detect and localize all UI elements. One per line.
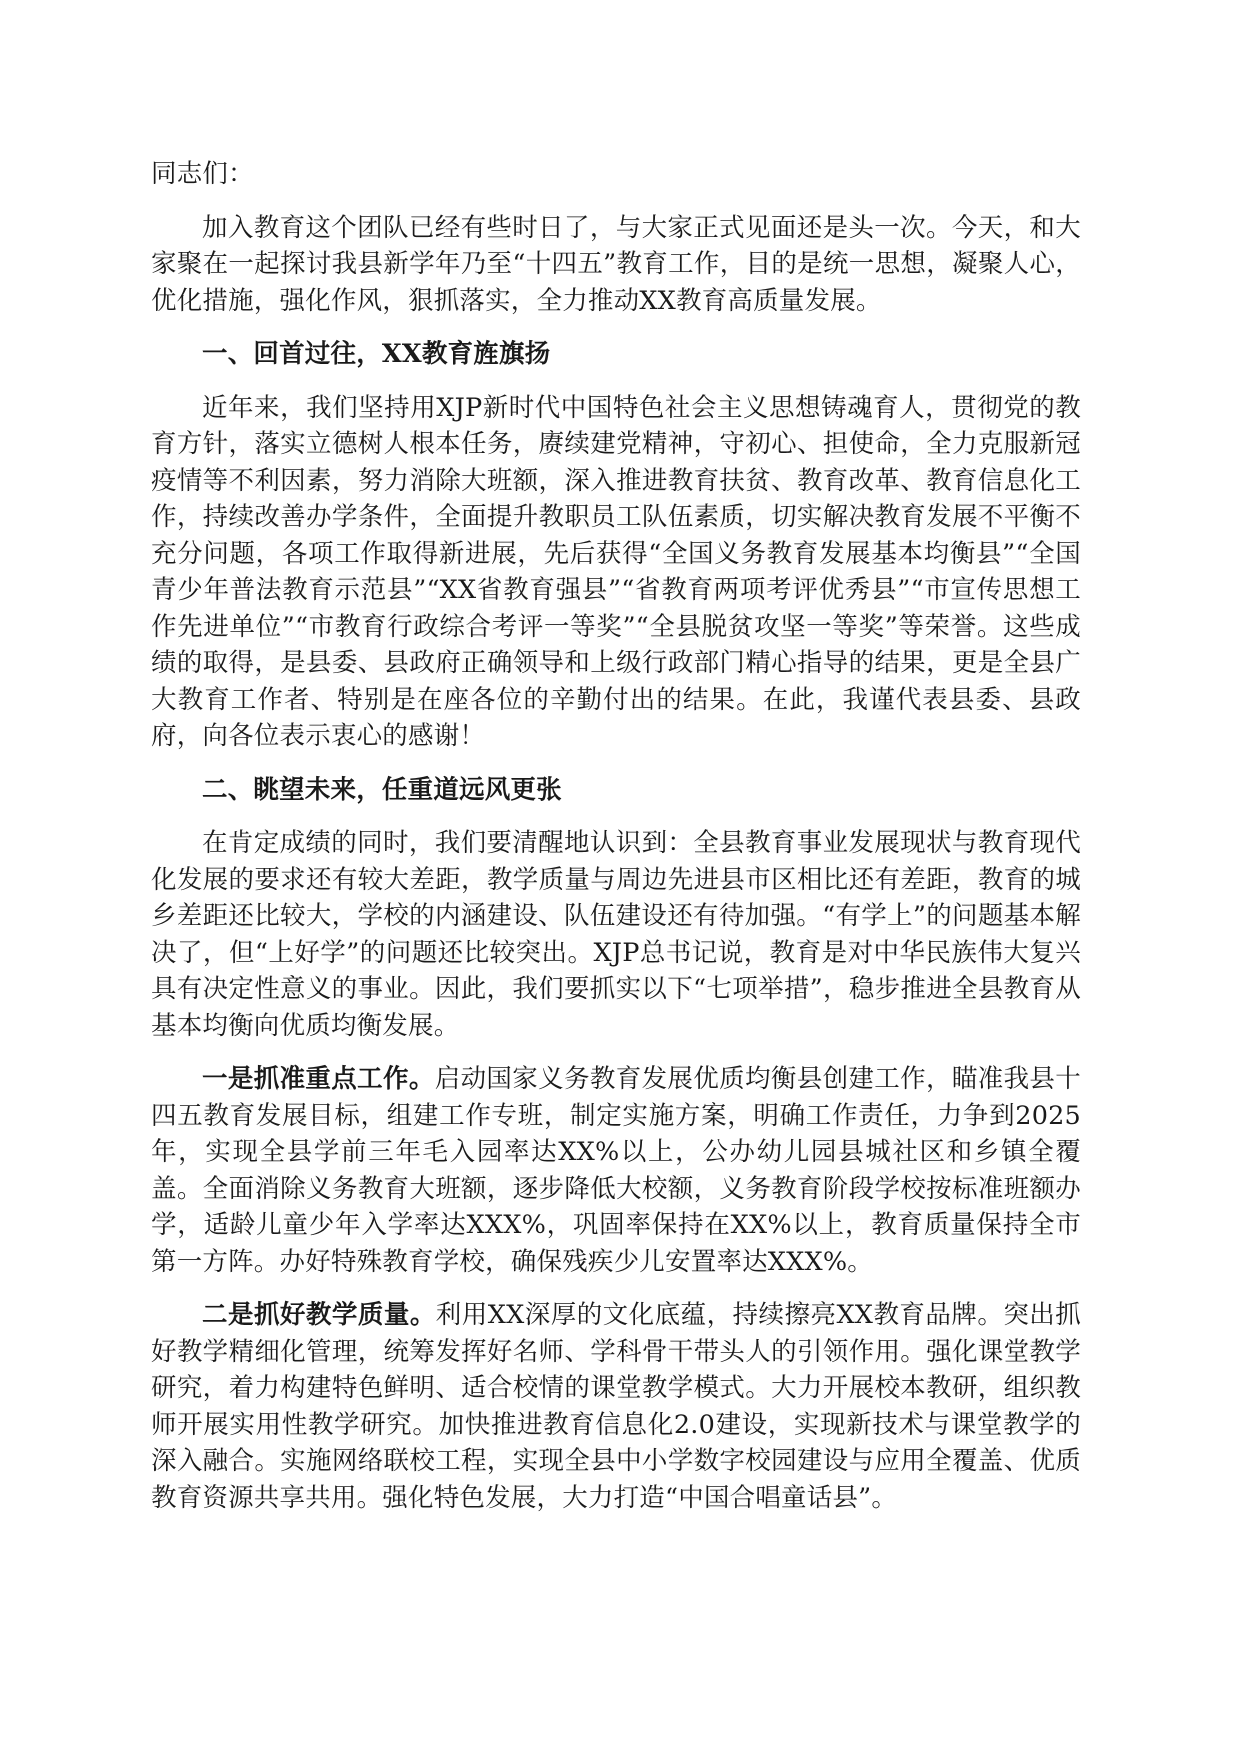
measure-2-paragraph — [151, 1297, 1081, 1516]
section-2-heading: 二、眺望未来，任重道远风更张 — [202, 774, 562, 805]
document-body — [151, 156, 1081, 1533]
section-1-heading: 一、回首过往，XX教育旌旗扬 — [202, 339, 551, 369]
measure-1-paragraph — [151, 1061, 1081, 1280]
measure-1-body: 启动国家义务教育发展优质均衡县创建工作，瞄准我县十四五教育发展目标，组建工作专班，制定实施方案，明确工作责任，力争到2025年，实现全县学前三年毛入园率达XX%以上，公办幼儿园县城社区和乡镇全覆盖。全面消除义务教育大班额，逐步降低大校额，义务教育阶段学校按标准班额办学，适龄儿童少年入学率达XXX%，巩固率保持在XX%以上，教育质量保持全市第一方阵。办好特殊教育学校，确保残疾少儿安置率达XXX%。 — [151, 1064, 1081, 1277]
section-2-paragraph: 在肯定成绩的同时，我们要清醒地认识到：全县教育事业发展现状与教育现代化发展的要求还有较大差距，教学质量与周边先进县市区相比还有差距，教育的城乡差距还比较大，学校的内涵建设、队伍建设还有待加强。“有学上”的问题基本解决了，但“上好学”的问题还比较突出。XJP总书记说，教育是对中华民族伟大复兴具有决定性意义的事业。因此，我们要抓实以下“七项举措”，稳步推进全县教育从基本均衡向优质均衡发展。 — [151, 828, 1081, 1041]
measure-2-body: 利用XX深厚的文化底蕴，持续擦亮XX教育品牌。突出抓好教学精细化管理，统筹发挥好名师、学科骨干带头人的引领作用。强化课堂教学研究，着力构建特色鲜明、适合校情的课堂教学模式。大力开展校本教研，组织教师开展实用性教学研究。加快推进教育信息化2.0建设，实现新技术与课堂教学的深入融合。实施网络联校工程，实现全县中小学数字校园建设与应用全覆盖、优质教育资源共享共用。强化特色发展，大力打造“中国合唱童话县”。 — [151, 1300, 1081, 1513]
intro-paragraph: 加入教育这个团队已经有些时日了，与大家正式见面还是头一次。今天，和大家聚在一起探讨我县新学年乃至“十四五”教育工作，目的是统一思想，凝聚人心，优化措施，强化作风，狠抓落实，全力推动XX教育高质量发展。 — [151, 212, 1081, 316]
measure-1-lead: 一是抓准重点工作。 — [202, 1064, 435, 1094]
salutation: 同志们： — [151, 159, 254, 189]
measure-2-lead: 二是抓好教学质量。 — [202, 1300, 436, 1330]
section-1-paragraph: 近年来，我们坚持用XJP新时代中国特色社会主义思想铸魂育人，贯彻党的教育方针，落实立德树人根本任务，赓续建党精神，守初心、担使命，全力克服新冠疫情等不利因素，努力消除大班额，深入推进教育扶贫、教育改革、教育信息化工作，持续改善办学条件，全面提升教职员工队伍素质，切实解决教育发展不平衡不充分问题，各项工作取得新进展，先后获得“全国义务教育发展基本均衡县”“全国青少年普法教育示范县”“XX省教育强县”“省教育两项考评优秀县”“市宣传思想工作先进单位”“市教育行政综合考评一等奖”“全县脱贫攻坚一等奖”等荣誉。这些成绩的取得，是县委、县政府正确领导和上级行政部门精心指导的结果，更是全县广大教育工作者、特别是在座各位的辛勤付出的结果。在此，我谨代表县委、县政府，向各位表示衷心的感谢！ — [151, 392, 1081, 751]
